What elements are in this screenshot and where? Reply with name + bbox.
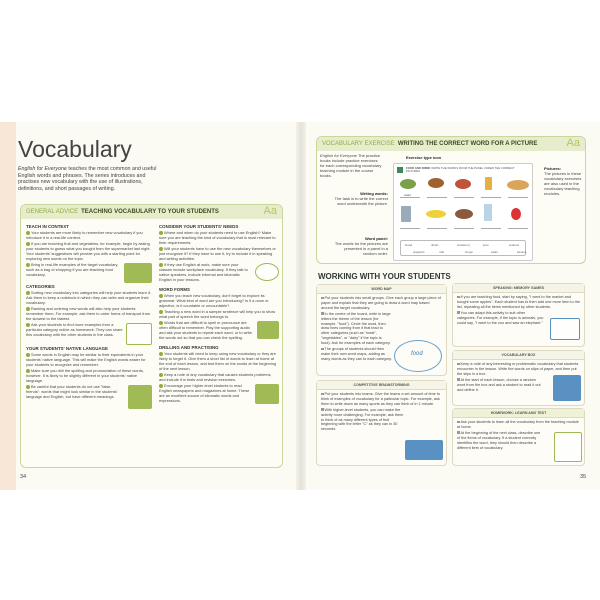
aa-badge-icon: Aa	[263, 205, 277, 217]
juice-picture	[485, 177, 492, 190]
pronunciation-illustration-icon	[257, 321, 279, 339]
page-number-right: 35	[580, 474, 587, 480]
advice-item	[26, 241, 152, 261]
bullet-number-icon	[159, 373, 163, 377]
advice-item	[26, 352, 152, 367]
advice-item	[159, 351, 279, 371]
notebook-illustration-icon	[126, 323, 152, 345]
advice-section-heading: CONSIDER YOUR STUDENTS' NEEDS	[159, 224, 239, 229]
panel-word: milk	[439, 250, 444, 254]
bullet-icon	[457, 421, 460, 424]
panel-word: seafood	[509, 243, 519, 247]
bullet-number-icon	[159, 384, 163, 388]
panel-title: WORD MAP	[317, 285, 446, 294]
bullet-number-icon	[26, 323, 30, 327]
exercise-title: WRITING THE CORRECT WORD FOR A PICTURE	[397, 141, 538, 147]
advice-item	[159, 383, 279, 403]
panel-item-text: Ask your students to learn all the vocabulary from the teaching module at home.	[457, 420, 579, 429]
panel-item-text: Keep a note of any interesting or problematic vocabulary that students encounter in the lesson. Write the words on slips of paper, and then put the slips in a box.	[457, 362, 579, 376]
pictures-label: Pictures:	[544, 166, 562, 171]
exercise-header	[317, 137, 585, 151]
bullet-number-icon	[26, 307, 30, 311]
working-heading: WORKING WITH YOUR STUDENTS	[318, 272, 451, 281]
advice-item-text: Your students are more likely to remember new vocabulary if you introduce it in a real-life context.	[26, 230, 143, 240]
exercise-description	[320, 153, 382, 178]
advice-section-heading: CATEGORIES	[26, 284, 55, 289]
panel-title: COMPETITIVE BRAINSTORMING	[317, 381, 446, 390]
advice-item-text: Make sure you drill the spelling and pronunciation of these words, however. It is likely to be slightly different in your students' native language.	[26, 368, 144, 383]
exercise-instruction	[406, 167, 516, 174]
advice-item	[159, 246, 279, 261]
description-emphasis: English for Everyone	[320, 153, 357, 158]
advice-title: TEACHING VOCABULARY TO YOUR STUDENTS	[81, 209, 219, 215]
advice-item	[159, 372, 279, 382]
advice-item	[159, 262, 279, 282]
panel-item-text: With higher-level students, you can make the activity more challenging. For example, ask them to think of as many different types of fruit beginning with the letter "C" as they can in 30 seconds.	[321, 407, 404, 432]
advice-section-heading: WORD FORMS	[159, 287, 190, 292]
advice-item-text: If they use English at work, make sure your classes include workplace vocabulary. If they talk to native speakers, include informal and idiomatic English in your lessons.	[159, 262, 248, 282]
panel-item-text: Put your students into teams. Give the teams a set amount of time to think of examples of vocabulary for a particular topic. For example, ask them to write down as many sports as they can think of in 1 minute.	[321, 392, 440, 406]
panel-title: SPEAKING: MEMORY GAMES	[453, 284, 584, 293]
advice-item	[159, 230, 279, 245]
exercise-instruction-text: WRITE THE WORDS FROM THE PANEL UNDER THE CORRECT PICTURES	[406, 166, 515, 174]
panel-word: juice	[483, 243, 489, 247]
description-body: The practice books include practice exercises for each corresponding vocabulary teaching module in the course books.	[320, 153, 382, 178]
shopping-illustration-icon	[124, 263, 152, 283]
page-title: Vocabulary	[18, 136, 132, 162]
advice-item	[159, 309, 279, 319]
drinks-picture	[401, 206, 411, 222]
panel-title: HOMEWORK: LEARN AND TEST	[453, 409, 584, 418]
vocabulary-box-icon	[553, 375, 581, 401]
sample-answer: salad	[404, 193, 411, 197]
panel-word: salad	[491, 250, 498, 254]
speech-bubbles-illustration-icon	[255, 263, 279, 281]
bullet-icon	[321, 408, 324, 411]
writing-words-text: The task is to write the correct word underneath the picture.	[334, 196, 388, 206]
bullet-number-icon	[26, 242, 30, 246]
panel-item-text: At the beginning of the next class, describe one of the items of vocabulary. If a student correctly identifies the word, they should then describe a different item of vocabulary.	[457, 430, 541, 450]
exercise-sample-page	[393, 163, 533, 261]
memory-list-icon	[550, 318, 580, 340]
panel-word: drinks	[431, 243, 439, 247]
advice-item-text: Encourage your higher-level students to read English newspapers and magazines at home. These are an excellent source of idiomatic words and expressions.	[159, 383, 250, 403]
salad-picture	[400, 179, 416, 189]
advice-item-text: Ranking and ordering new words will also help your students remember them. For example, ask them to order forms of transport from the slowest to the fastest.	[26, 306, 151, 321]
strawberry-picture	[511, 208, 521, 220]
bread-picture	[507, 180, 529, 190]
team-illustration-icon	[405, 440, 443, 460]
bullet-icon	[457, 431, 460, 434]
bullet-number-icon	[159, 310, 163, 314]
advice-item-text: Sorting new vocabulary into categories will help your students learn it. Ask them to keep a notebook in which they can write and organize their vocabulary.	[26, 290, 152, 305]
general-advice-box	[20, 204, 283, 468]
advice-column-right	[159, 219, 279, 405]
bullet-icon	[457, 296, 460, 299]
writing-words-annotation	[330, 191, 388, 206]
advice-item-text: Bring in real-life examples of the target vocabulary, such as a bag of shopping if you are teaching food vocabulary.	[26, 262, 119, 277]
home-study-icon	[554, 432, 582, 462]
panel-item	[321, 408, 442, 433]
spaghetti-picture	[455, 179, 471, 189]
bullet-number-icon	[26, 263, 30, 267]
panel-item-text: The groups of students should then make their own word maps, adding as many words as they can to each category.	[321, 347, 392, 361]
advice-item	[26, 384, 152, 399]
panel-item-text: In the centre of the board, write in large letters the theme of the lesson (for example, "food"). Circle the word, then draw lines coming from it that lead to other categories (such as "meat", "vegetables", or "dairy" if the topic is food). Ask for examples of each category.	[321, 311, 391, 346]
aa-badge-icon: Aa	[566, 137, 580, 149]
advice-item-text: Will your students have to use the new vocabulary themselves or just recognize it? If they have to use it, try to include it in speaking and writing activities.	[159, 246, 276, 261]
bullet-icon	[321, 393, 324, 396]
advice-item	[26, 368, 152, 383]
pictures-text: The pictures in these vocabulary exercises are also used in the vocabulary teaching modules.	[544, 171, 582, 196]
pictures-annotation	[544, 166, 582, 196]
panel-item	[457, 295, 580, 310]
advice-item	[26, 262, 152, 277]
banana-picture	[426, 210, 446, 218]
advice-section-heading: YOUR STUDENTS' NATIVE LANGUAGE	[26, 346, 108, 351]
advice-header	[21, 205, 282, 219]
advice-item-text: Be careful that your students do not use "false friends": words that might look similar in the students' language and English, but have different meanings.	[26, 384, 118, 399]
advice-item-text: Keep a note of any vocabulary that causes students problems, and include it in tests and revision exercises.	[159, 372, 272, 382]
advice-item	[159, 293, 279, 308]
classroom-illustration-icon	[255, 384, 279, 404]
bullet-number-icon	[159, 263, 163, 267]
panel-item-text: You can adapt this activity to suit other categories. For example, if the topic is animals, you could say, "I went to the zoo and saw an elephant."	[457, 310, 544, 325]
bullet-number-icon	[159, 294, 163, 298]
seafood-picture	[455, 209, 473, 219]
panel-word: banana	[517, 250, 527, 254]
word-panel	[400, 240, 526, 256]
advice-section-heading: TEACH IN CONTEXT	[26, 224, 69, 229]
advice-item-text: Words that are difficult to spell or pronounce are often difficult to remember. Play the supporting audio and ask your students to repeat each word, or to write the words out so that you can check the spelling.	[159, 320, 252, 340]
bullet-icon	[321, 297, 324, 300]
bullet-icon	[457, 311, 460, 314]
exercise-kicker: VOCABULARY EXERCISE	[322, 141, 395, 147]
bullet-number-icon	[26, 385, 30, 389]
advice-item-text: Teaching a new word in a sample sentence will help you to show what part of speech the word belongs to.	[159, 309, 276, 319]
exercise-type-label	[406, 155, 441, 160]
word-panel-annotation	[330, 236, 388, 256]
panel-content	[317, 390, 446, 435]
panel-item	[457, 420, 580, 430]
bullet-number-icon	[159, 231, 163, 235]
panel-word: spaghetti	[413, 250, 425, 254]
burger-picture	[428, 178, 444, 188]
milk-picture	[484, 204, 492, 221]
advice-column-left	[26, 219, 152, 410]
exercise-heading: FOOD AND DRINK	[406, 166, 431, 170]
page-number-left: 34	[20, 474, 27, 480]
advice-item	[26, 290, 152, 305]
false-friends-illustration-icon	[128, 385, 152, 409]
exercise-type-text: Exercise type icon	[406, 155, 442, 160]
bullet-number-icon	[26, 353, 30, 357]
word-map-center: food	[411, 351, 423, 357]
exercise-type-icon	[397, 167, 403, 173]
advice-item-text: Your students will need to keep using new vocabulary or they are likely to forget it. Give them a short list of words to learn at home at the end of each lesson, and test them on the words at the beginning of the next lesson.	[159, 351, 277, 371]
bullet-number-icon	[159, 352, 163, 356]
writing-words-label: Writing words:	[360, 191, 388, 196]
bullet-number-icon	[159, 247, 163, 251]
intro-body: teaches the most common and useful English words and phrases. The series introduces and practises new vocabulary with the use of illustrations, definitions, and short passages of writing.	[18, 166, 157, 192]
bullet-number-icon	[159, 321, 163, 325]
advice-item	[159, 320, 279, 340]
advice-item-text: Some words in English may be similar to their equivalents in your students' native language. This will make the English words easier for your students to recognize and remember.	[26, 352, 146, 367]
panel-item	[321, 392, 442, 407]
bullet-number-icon	[26, 231, 30, 235]
bullet-icon	[457, 363, 460, 366]
advice-item-text: Ask your students to find more examples from a particular category online as homework. They can share this vocabulary with the other students in the class.	[26, 322, 123, 337]
bullet-icon	[457, 378, 460, 381]
advice-kicker: GENERAL ADVICE	[26, 209, 79, 215]
word-panel-label: Word panel:	[364, 236, 388, 241]
intro-text	[18, 166, 168, 192]
word-panel-text: The words for the pictures are presented in a panel in a random order.	[334, 241, 388, 256]
advice-item	[26, 322, 152, 337]
book-gutter	[296, 122, 306, 490]
advice-item-text: If you are teaching fruit and vegetables, for example, begin by asking your students to guess what you bought from the supermarket last night. Your students' suggestions will provide you with a starting point for exploring new words on the topic.	[26, 241, 151, 261]
panel-word: burger	[465, 250, 474, 254]
panel-item-text: If you are teaching food, start by saying, "I went to the market and bought some apples". Each student has to then add one more item to the list, repeating all the items mentioned by other students.	[457, 295, 580, 309]
panel-word: bread	[405, 243, 413, 247]
bullet-icon	[321, 312, 324, 315]
page-edge-tint	[0, 122, 16, 490]
bullet-number-icon	[26, 291, 30, 295]
advice-item-text: When you teach new vocabulary, don't forget to explore its grammar. What kind of word are you introducing? Is it a noun or adjective, is it countable or uncountable?	[159, 293, 269, 308]
bullet-number-icon	[26, 369, 30, 373]
advice-item	[26, 306, 152, 321]
panel-item-text: At the start of each lesson, choose a random word from the box and ask a student to read it out and define it.	[457, 377, 541, 392]
panel-item-text: Put your students into small groups. Give each group a large piece of paper and explain that they are going to draw a word map based around the target vocabulary.	[321, 296, 441, 310]
intro-emphasis: English for Everyone	[18, 166, 67, 172]
advice-item-text: Where and when do your students need to use English? Make sure you are teaching the kind of vocabulary that is most relevant to their requirements.	[159, 230, 276, 245]
panel-title: VOCABULARY BOX	[453, 351, 584, 360]
advice-item	[26, 230, 152, 240]
panel-word: strawberry	[457, 243, 471, 247]
advice-section-heading: DRILLING AND PRACTISING	[159, 345, 219, 350]
panel-item	[321, 296, 442, 311]
word-map-diagram	[394, 340, 442, 372]
bullet-icon	[321, 348, 324, 351]
